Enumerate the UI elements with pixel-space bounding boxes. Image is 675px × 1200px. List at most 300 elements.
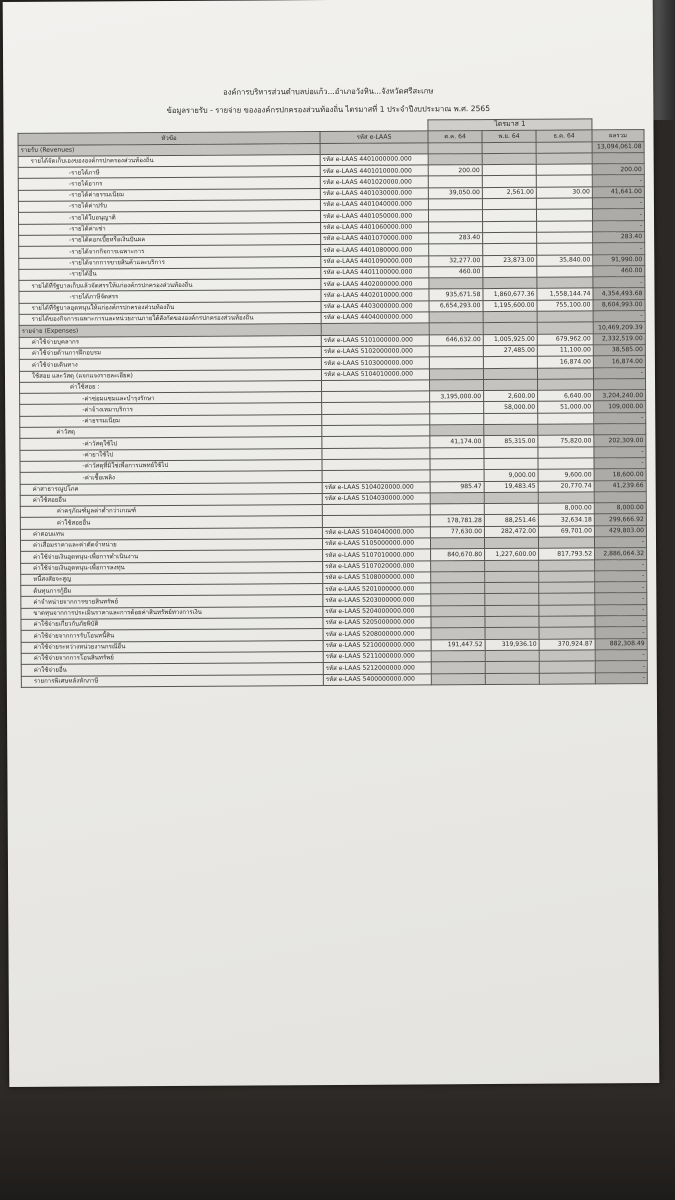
row-oct xyxy=(428,176,482,188)
row-nov xyxy=(482,142,536,154)
row-nov xyxy=(483,356,537,368)
row-nov xyxy=(483,323,537,335)
row-oct: 646,632.00 xyxy=(429,334,483,346)
document-page xyxy=(3,0,660,1087)
row-nov xyxy=(483,311,537,323)
row-nov xyxy=(485,594,539,606)
row-oct xyxy=(428,199,482,211)
row-total: 38,585.00 xyxy=(593,345,645,357)
row-dec: 32,634.18 xyxy=(538,514,594,526)
row-code: รหัส e-LAAS 4401030000.000 xyxy=(320,188,428,200)
row-dec xyxy=(537,322,593,334)
row-label: ค่าใช้จ่ายเงินอุดหนุน-เพื่อการดำเนินงาน xyxy=(21,550,323,563)
row-total: - xyxy=(594,412,646,424)
row-label: ค่าเสื่อมราคาและค่าตัดจำหน่าย xyxy=(20,539,322,552)
row-total: 41,641.00 xyxy=(592,186,644,198)
row-oct xyxy=(431,628,485,640)
row-total: - xyxy=(593,367,645,379)
row-total: 91,990.00 xyxy=(593,254,645,266)
row-code: รหัส e-LAAS 5205000000.000 xyxy=(323,617,431,629)
row-nov xyxy=(484,379,538,391)
row-dec xyxy=(537,277,593,289)
row-dec xyxy=(537,232,593,244)
row-label: -ค่าเชื้อเพลิง xyxy=(20,471,322,484)
row-label: -ค่าวัสดุใช้ไป xyxy=(20,437,322,450)
row-oct xyxy=(429,323,483,335)
row-code: รหัส e-LAAS 5201000000.000 xyxy=(323,583,431,595)
row-label: -รายได้ค่าธรรมเนียม xyxy=(18,188,320,201)
row-oct: 200.00 xyxy=(428,165,482,177)
row-oct xyxy=(431,594,485,606)
row-label: ค่าตอบแทน xyxy=(20,527,322,540)
row-oct: 41,174.00 xyxy=(430,436,484,448)
row-nov: 2,561.00 xyxy=(482,187,536,199)
row-code xyxy=(322,436,430,448)
column-header-total: ผลรวม xyxy=(592,130,644,142)
row-dec xyxy=(538,413,594,425)
row-dec: 69,701.00 xyxy=(538,526,594,538)
row-code: รหัส e-LAAS 4401020000.000 xyxy=(320,176,428,188)
row-dec: 1,558,144.74 xyxy=(537,288,593,300)
row-code: รหัส e-LAAS 5104020000.000 xyxy=(322,481,430,493)
row-dec xyxy=(539,593,595,605)
row-dec: 9,600.00 xyxy=(538,469,594,481)
row-label: -รายได้ดอกเบี้ยหรือเงินปันผล xyxy=(19,234,321,247)
row-total: - xyxy=(593,243,645,255)
row-dec: 8,000.00 xyxy=(538,503,594,515)
row-code: รหัส e-LAAS 5104040000.000 xyxy=(322,527,430,539)
row-code: รหัส e-LAAS 5105000000.000 xyxy=(322,538,430,550)
row-total: - xyxy=(595,672,647,684)
row-dec xyxy=(538,458,594,470)
row-code: รหัส e-LAAS 4402010000.000 xyxy=(321,289,429,301)
row-code xyxy=(322,504,430,516)
row-code: รหัส e-LAAS 4404000000.000 xyxy=(321,312,429,324)
row-label: ค่าใช้จ่ายบุคลากร xyxy=(19,335,321,348)
row-code: รหัส e-LAAS 4403000000.000 xyxy=(321,301,429,313)
row-oct xyxy=(430,458,484,470)
row-oct xyxy=(428,210,482,222)
table-body xyxy=(18,141,647,687)
row-code xyxy=(322,459,430,471)
row-oct: 460.00 xyxy=(429,266,483,278)
row-oct xyxy=(431,583,485,595)
row-nov xyxy=(485,605,539,617)
row-oct xyxy=(430,402,484,414)
row-nov xyxy=(482,210,536,222)
row-total: 2,886,064.32 xyxy=(595,548,647,560)
row-code: รหัส e-LAAS 5210000000.000 xyxy=(323,640,431,652)
row-oct: 77,630.00 xyxy=(430,526,484,538)
quarter-header: ไตรมาส 1 xyxy=(428,119,592,131)
column-header-nov: พ.ย. 64 xyxy=(482,131,536,143)
row-oct xyxy=(431,651,485,663)
row-oct: 178,781.28 xyxy=(430,515,484,527)
row-total xyxy=(592,152,644,164)
row-code xyxy=(322,414,430,426)
row-code: รหัส e-LAAS 4401000000.000 xyxy=(320,154,428,166)
row-label: -ค่าซ่อมแซมและบำรุงรักษา xyxy=(20,392,322,405)
row-oct xyxy=(431,662,485,674)
row-total: 283.40 xyxy=(593,232,645,244)
column-header-oct: ต.ค. 64 xyxy=(428,131,482,143)
row-label: ค่าใช้จ่ายอื่น xyxy=(21,663,323,676)
row-label: -รายได้ใบอนุญาติ xyxy=(18,211,320,224)
row-dec: 16,874.00 xyxy=(537,356,593,368)
row-total: - xyxy=(594,457,646,469)
row-dec xyxy=(538,492,594,504)
row-oct: 32,277.00 xyxy=(429,255,483,267)
row-nov xyxy=(483,277,537,289)
row-oct xyxy=(430,447,484,459)
row-oct xyxy=(430,425,484,437)
row-total: 2,332,519.00 xyxy=(593,333,645,345)
row-label: -ค่าจ้างเหมาบริการ xyxy=(20,403,322,416)
row-total: - xyxy=(595,661,647,673)
row-total: 13,094,061.08 xyxy=(592,141,644,153)
row-code xyxy=(320,142,428,154)
row-dec xyxy=(539,661,595,673)
row-label: ค่าสาธารณูปโภค xyxy=(20,482,322,495)
row-code xyxy=(322,402,430,414)
row-nov: 58,000.00 xyxy=(484,402,538,414)
row-label: ค่าวัสดุ xyxy=(20,426,322,439)
row-label: ค่าใช้สอยอื่น xyxy=(20,493,322,506)
row-nov: 1,195,600.00 xyxy=(483,300,537,312)
row-code: รหัส e-LAAS 5104010000.000 xyxy=(321,368,429,380)
row-nov xyxy=(484,537,538,549)
row-total: - xyxy=(592,175,644,187)
row-label: รายรับ (Revenues) xyxy=(18,143,320,156)
row-nov: 27,485.00 xyxy=(483,345,537,357)
row-code: รหัส e-LAAS 4402000000.000 xyxy=(321,278,429,290)
row-nov xyxy=(485,582,539,594)
row-dec xyxy=(538,537,594,549)
row-nov: 1,227,600.00 xyxy=(485,549,539,561)
row-total: - xyxy=(595,650,647,662)
row-code xyxy=(322,515,430,527)
row-dec xyxy=(539,672,595,684)
row-label: ค่าใช้จ่ายเงินอุดหนุน-เพื่อการลงทุน xyxy=(21,561,323,574)
row-dec xyxy=(539,627,595,639)
row-dec xyxy=(536,141,592,153)
row-total: - xyxy=(595,593,647,605)
row-label: ค่าใช้จ่ายจากการรับโอนหนี้สิน xyxy=(21,629,323,642)
row-total: 299,666.92 xyxy=(594,514,646,526)
row-code: รหัส e-LAAS 5107020000.000 xyxy=(323,560,431,572)
row-total: - xyxy=(595,570,647,582)
row-dec xyxy=(539,571,595,583)
row-oct xyxy=(431,617,485,629)
row-nov xyxy=(482,176,536,188)
row-nov xyxy=(485,560,539,572)
row-code: รหัส e-LAAS 5211000000.000 xyxy=(323,651,431,663)
row-code xyxy=(322,391,430,403)
row-total: - xyxy=(592,198,644,210)
row-oct xyxy=(429,244,483,256)
row-total: - xyxy=(594,446,646,458)
row-label: -รายได้ภาษีจัดสรร xyxy=(19,290,321,303)
row-dec xyxy=(536,209,592,221)
table-surface xyxy=(0,1080,675,1200)
row-dec xyxy=(539,650,595,662)
row-label: -รายได้ภาษี xyxy=(18,166,320,179)
row-nov xyxy=(485,650,539,662)
row-nov xyxy=(484,492,538,504)
row-label: ค่าใช้จ่ายเดินทาง xyxy=(19,358,321,371)
row-oct xyxy=(429,221,483,233)
row-code: รหัส e-LAAS 5104030000.000 xyxy=(322,493,430,505)
row-oct: 935,671.58 xyxy=(429,289,483,301)
row-label: ค่าใช้สอย : xyxy=(20,380,322,393)
row-code: รหัส e-LAAS 4401090000.000 xyxy=(321,255,429,267)
row-code: รหัส e-LAAS 5108000000.000 xyxy=(323,572,431,584)
row-code: รหัส e-LAAS 5102000000.000 xyxy=(321,346,429,358)
row-label: -รายได้จากการขายสินค้าและบริการ xyxy=(19,256,321,269)
row-label: หนี้สงสัยจะสูญ xyxy=(21,572,323,585)
row-dec: 370,924.87 xyxy=(539,639,595,651)
row-label: ค่าใช้จ่ายจากการโอนสินทรัพย์ xyxy=(21,652,323,665)
row-code: รหัส e-LAAS 5107010000.000 xyxy=(323,549,431,561)
row-dec xyxy=(539,605,595,617)
row-total: 4,354,493.68 xyxy=(593,288,645,300)
row-dec: 11,100.00 xyxy=(537,345,593,357)
row-total: - xyxy=(594,537,646,549)
row-oct xyxy=(429,312,483,324)
row-code: รหัส e-LAAS 5101000000.000 xyxy=(321,335,429,347)
row-oct xyxy=(429,357,483,369)
row-total: 460.00 xyxy=(593,265,645,277)
row-nov xyxy=(483,368,537,380)
row-dec xyxy=(536,198,592,210)
row-code: รหัส e-LAAS 4401060000.000 xyxy=(321,222,429,234)
row-nov: 85,315.00 xyxy=(484,436,538,448)
row-total: - xyxy=(595,582,647,594)
row-label: -รายได้ค่าปรับ xyxy=(18,200,320,213)
row-oct: 191,447.52 xyxy=(431,639,485,651)
row-label: -ค่ายาใช้ไป xyxy=(20,448,322,461)
row-label: -รายได้อากร xyxy=(18,177,320,190)
row-oct xyxy=(430,379,484,391)
row-label: รายได้จัดเก็บเองขององค์กรปกครองส่วนท้องถิ่น xyxy=(18,154,320,167)
row-nov xyxy=(484,458,538,470)
column-header-dec: ธ.ค. 64 xyxy=(536,130,592,142)
row-label: รายได้ที่รัฐบาลอุดหนุนให้แก่องค์กรปกครองส่วนท้องถิ่น xyxy=(19,301,321,314)
row-oct: 39,050.00 xyxy=(428,187,482,199)
row-oct xyxy=(430,504,484,516)
row-label: -รายได้ค่าเช่า xyxy=(19,222,321,235)
row-nov: 2,600.00 xyxy=(484,390,538,402)
row-code: รหัส e-LAAS 4401040000.000 xyxy=(320,199,428,211)
row-code xyxy=(322,380,430,392)
row-code: รหัส e-LAAS 4401010000.000 xyxy=(320,165,428,177)
row-oct: 6,654,293.00 xyxy=(429,300,483,312)
row-dec xyxy=(537,221,593,233)
row-total: 202,309.00 xyxy=(594,435,646,447)
row-total xyxy=(594,491,646,503)
row-code: รหัส e-LAAS 5208000000.000 xyxy=(323,628,431,640)
row-nov xyxy=(485,673,539,685)
row-dec: 679,962.00 xyxy=(537,334,593,346)
row-code: รหัส e-LAAS 5204000000.000 xyxy=(323,606,431,618)
row-nov xyxy=(485,628,539,640)
row-oct xyxy=(430,492,484,504)
row-dec xyxy=(536,164,592,176)
row-dec xyxy=(539,559,595,571)
row-dec: 755,100.00 xyxy=(537,300,593,312)
row-total: 8,604,993.00 xyxy=(593,299,645,311)
row-oct xyxy=(430,470,484,482)
row-oct xyxy=(431,605,485,617)
row-dec xyxy=(537,266,593,278)
row-total: - xyxy=(595,559,647,571)
row-nov: 282,472.00 xyxy=(484,526,538,538)
row-dec xyxy=(536,153,592,165)
row-oct xyxy=(429,368,483,380)
row-label: รายได้ที่รัฐบาลเก็บแล้วจัดสรรให้แก่องค์กรปกครองส่วนท้องถิ่น xyxy=(19,279,321,292)
document-title: องค์การบริหารส่วนตำบลบ่อแก้ว...อำเภอวังหิน...จังหวัดศรีสะเกษ xyxy=(223,86,434,97)
row-total: - xyxy=(592,209,644,221)
row-oct xyxy=(429,346,483,358)
finance-table xyxy=(17,118,647,688)
row-nov xyxy=(483,244,537,256)
row-label: ใช้สอย และวัสดุ (แจกแจงรายละเอียด) xyxy=(19,369,321,382)
row-total: - xyxy=(595,627,647,639)
row-dec xyxy=(538,447,594,459)
row-oct: 840,670.80 xyxy=(431,549,485,561)
row-dec xyxy=(539,616,595,628)
row-nov xyxy=(482,164,536,176)
row-code xyxy=(321,323,429,335)
row-nov: 1,860,677.36 xyxy=(483,289,537,301)
row-nov: 319,936.10 xyxy=(485,639,539,651)
row-dec xyxy=(538,379,594,391)
row-code: รหัส e-LAAS 5103000000.000 xyxy=(321,357,429,369)
row-label: ขาดทุนจากการประเมินราคาและการด้อยค่าสินทรัพย์ทางการเงิน xyxy=(21,606,323,619)
row-code: รหัส e-LAAS 4401070000.000 xyxy=(321,233,429,245)
row-nov xyxy=(484,424,538,436)
column-header-topic: หัวข้อ xyxy=(18,132,320,145)
row-nov xyxy=(484,447,538,459)
row-nov xyxy=(482,153,536,165)
row-dec: 817,793.52 xyxy=(539,548,595,560)
row-code xyxy=(322,470,430,482)
row-dec: 20,770.74 xyxy=(538,480,594,492)
row-code xyxy=(322,448,430,460)
row-label: ค่าใช้จ่ายด้านการฝึกอบรม xyxy=(19,346,321,359)
row-label: รายจ่าย (Expenses) xyxy=(19,324,321,337)
row-total: - xyxy=(593,311,645,323)
row-nov: 1,005,925.00 xyxy=(483,334,537,346)
row-nov: 23,873.00 xyxy=(483,255,537,267)
row-oct xyxy=(431,673,485,685)
row-label: ต้นทุนการกู้ยืม xyxy=(21,584,323,597)
row-oct xyxy=(431,571,485,583)
row-dec: 30.00 xyxy=(536,187,592,199)
row-oct xyxy=(428,142,482,154)
row-code: รหัส e-LAAS 5203000000.000 xyxy=(323,594,431,606)
row-label: ค่าใช้สอยอื่น xyxy=(20,516,322,529)
row-label: รายได้ของกิจการเฉพาะการและหน่วยงานภายใต้สังกัดขององค์กรปกครองส่วนท้องถิ่น xyxy=(19,313,321,326)
row-total: 109,000.00 xyxy=(594,401,646,413)
row-total: 41,239.66 xyxy=(594,480,646,492)
row-total: 18,600.00 xyxy=(594,469,646,481)
row-oct xyxy=(429,278,483,290)
document-subtitle: ข้อมูลรายรับ - รายจ่าย ขององค์กรปกครองส่วนท้องถิ่น ไตรมาสที่ 1 ประจำปีงบประมาณ พ.ศ. 2565 xyxy=(166,104,491,115)
row-nov xyxy=(484,413,538,425)
row-code: รหัส e-LAAS 4401100000.000 xyxy=(321,267,429,279)
row-code: รหัส e-LAAS 4401080000.000 xyxy=(321,244,429,256)
row-nov xyxy=(485,661,539,673)
row-label: ค่าใช้จ่ายเกี่ยวกับภัยพิบัติ xyxy=(21,618,323,631)
row-total: - xyxy=(593,220,645,232)
row-nov xyxy=(484,503,538,515)
row-total xyxy=(594,378,646,390)
table-row xyxy=(21,672,647,687)
row-dec: 35,840.00 xyxy=(537,254,593,266)
row-oct xyxy=(431,560,485,572)
row-nov xyxy=(482,198,536,210)
row-total: 200.00 xyxy=(592,164,644,176)
row-oct xyxy=(430,538,484,550)
row-total: 16,874.00 xyxy=(593,356,645,368)
row-dec: 51,000.00 xyxy=(538,401,594,413)
row-label: ค่าจำหน่ายจากการขายสินทรัพย์ xyxy=(21,595,323,608)
row-nov xyxy=(483,221,537,233)
row-dec xyxy=(537,243,593,255)
row-dec xyxy=(539,582,595,594)
row-dec: 75,820.00 xyxy=(538,435,594,447)
row-oct xyxy=(430,413,484,425)
row-oct: 3,195,000.00 xyxy=(430,391,484,403)
row-label: -รายได้อื่น xyxy=(19,267,321,280)
row-code: รหัส e-LAAS 4401050000.000 xyxy=(320,210,428,222)
row-total: - xyxy=(595,616,647,628)
row-nov: 19,483.45 xyxy=(484,481,538,493)
row-nov xyxy=(483,266,537,278)
row-total: 882,308.49 xyxy=(595,638,647,650)
row-nov xyxy=(485,571,539,583)
row-oct: 283.40 xyxy=(429,233,483,245)
row-label: ค่าใช้จ่ายระหว่างหน่วยงานกรณีอื่น xyxy=(21,640,323,653)
row-total xyxy=(594,424,646,436)
row-total: 3,204,240.00 xyxy=(594,390,646,402)
column-header-code: รหัส e-LAAS xyxy=(320,131,428,143)
row-dec: 6,640.00 xyxy=(538,390,594,402)
row-code: รหัส e-LAAS 5400000000.000 xyxy=(323,673,431,685)
row-nov xyxy=(483,232,537,244)
row-oct: 985.47 xyxy=(430,481,484,493)
row-nov: 88,251.46 xyxy=(484,515,538,527)
row-total: 429,803.00 xyxy=(594,525,646,537)
row-oct xyxy=(428,153,482,165)
row-dec xyxy=(537,367,593,379)
row-total: - xyxy=(593,277,645,289)
row-total: - xyxy=(595,604,647,616)
row-total: 8,000.00 xyxy=(594,503,646,515)
row-nov xyxy=(485,616,539,628)
row-dec xyxy=(537,311,593,323)
row-code xyxy=(322,425,430,437)
row-dec xyxy=(536,175,592,187)
row-label: -ค่าวัสดุที่มิใช่เพื่อการแพทย์ใช้ไป xyxy=(20,459,322,472)
row-label: รายการพิเศษหลังหักภาษี xyxy=(21,674,323,687)
row-label: -ค่าธรรมเนียม xyxy=(20,414,322,427)
row-total: 10,469,209.39 xyxy=(593,322,645,334)
row-dec xyxy=(538,424,594,436)
row-label: ค่าครุภัณฑ์มูลค่าต่ำกว่าเกณฑ์ xyxy=(20,505,322,518)
row-code: รหัส e-LAAS 5212000000.000 xyxy=(323,662,431,674)
